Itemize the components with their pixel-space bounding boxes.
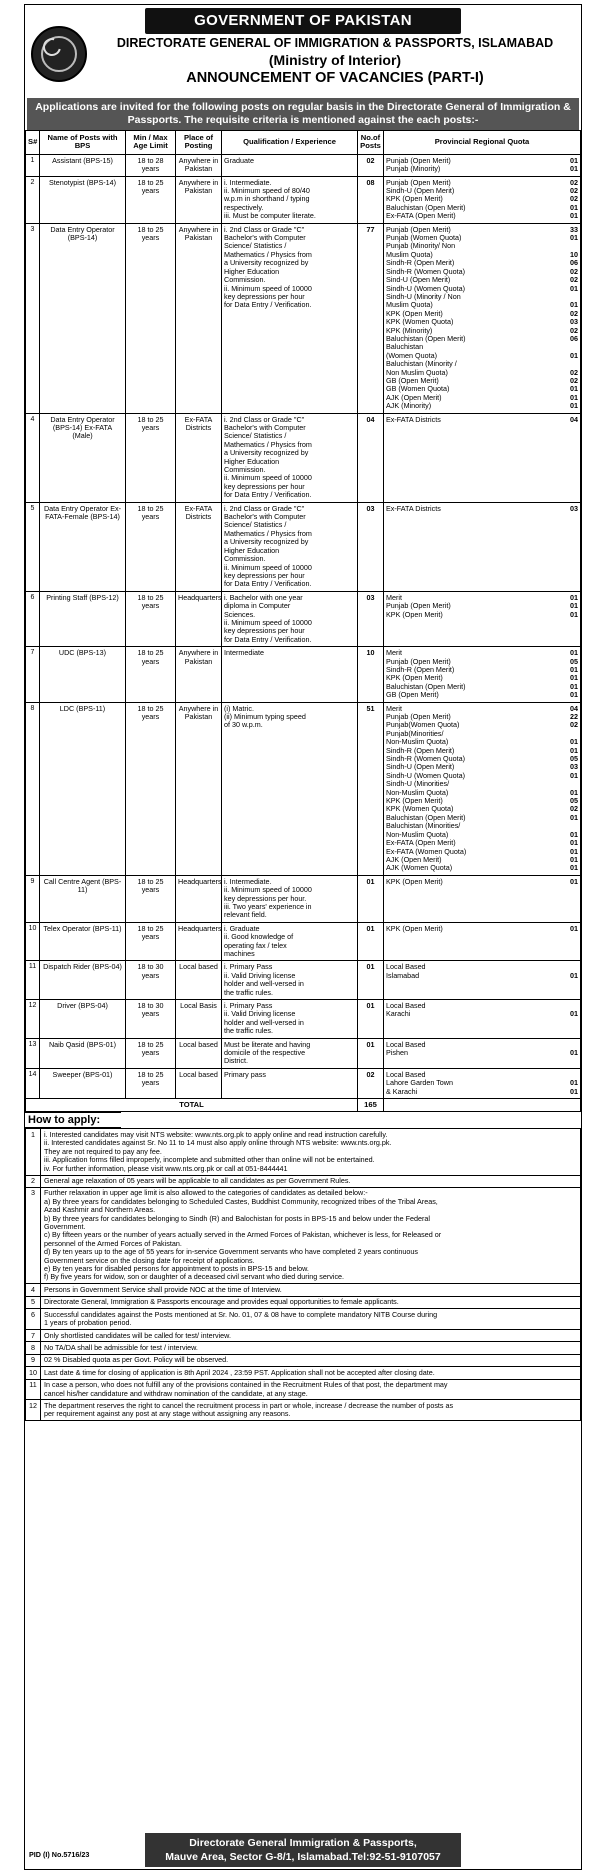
table-row — [26, 702, 581, 875]
row-place-of-posting: Anywhere in Pakistan — [176, 176, 222, 223]
row-post-name: Naib Qasid (BPS-01) — [40, 1038, 126, 1068]
row-qualification: Primary pass — [222, 1068, 358, 1098]
instruction-row — [26, 1354, 581, 1366]
quota-numbers: 03 — [570, 503, 578, 513]
row-post-name: Data Entry Operator (BPS-14) Ex-FATA (Male) — [40, 413, 126, 502]
row-age-limit: 18 to 25 years — [126, 1068, 176, 1098]
row-sno: 4 — [26, 413, 40, 502]
quota-numbers: 01 — [570, 1048, 578, 1058]
quota-labels: KPK (Open Merit) — [386, 876, 443, 886]
col-posts: No.of Posts — [358, 131, 384, 155]
row-age-limit: 18 to 25 years — [126, 413, 176, 502]
instruction-number: 9 — [26, 1354, 41, 1366]
row-number-of-posts: 08 — [358, 176, 384, 223]
instruction-text: No TA/DA shall be admissible for test / interview. — [41, 1342, 581, 1354]
col-age: Min / Max Age Limit — [126, 131, 176, 155]
row-place-of-posting: Headquarters — [176, 922, 222, 961]
row-qualification: (i) Matric. (ii) Minimum typing speed of 30 w.p.m. — [222, 702, 358, 875]
row-age-limit: 18 to 25 years — [126, 591, 176, 646]
directorate-title: DIRECTORATE GENERAL OF IMMIGRATION & PASSPORTS, ISLAMABAD — [116, 36, 554, 50]
row-place-of-posting: Headquarters — [176, 591, 222, 646]
instruction-number: 12 — [26, 1400, 41, 1421]
row-quota — [384, 1000, 581, 1039]
row-post-name: Telex Operator (BPS-11) — [40, 922, 126, 961]
row-age-limit: 18 to 30 years — [126, 961, 176, 1000]
table-row — [26, 154, 581, 176]
row-place-of-posting: Local Basis — [176, 1000, 222, 1039]
instruction-text: i. Interested candidates may visit NTS website: www.nts.org.pk to apply online and read instruction carefully. ii. Interested candidates against Sr. No 11 to 14 must also apply online through NTS website: www.nts.org.pk. They are not required to pay any fee. iii. Application forms filled improperly, incomplete and submitted other than online will not be entertained. iv. For further information, please visit www.nts.org.pk or call at 051-8444441 — [41, 1129, 581, 1175]
total-value: 165 — [358, 1099, 384, 1112]
instruction-text: Successful candidates against the Posts mentioned at Sr. No. 01, 07 & 08 have to complete mandatory NITB Course during 1 years of probation period. — [41, 1309, 581, 1330]
instruction-text: The department reserves the right to cancel the recruitment process in part or whole, increase / decrease the number of posts as per requirement against any post at any stage without assigning any reasons. — [41, 1400, 581, 1421]
pid-number: PID (I) No.5716/23 — [29, 1850, 90, 1859]
row-qualification: Must be literate and having domicile of the respective District. — [222, 1038, 358, 1068]
instruction-row — [26, 1342, 581, 1354]
row-number-of-posts: 10 — [358, 647, 384, 702]
quota-labels: Local Based Karachi — [386, 1001, 426, 1019]
row-age-limit: 18 to 25 years — [126, 875, 176, 922]
row-quota — [384, 154, 581, 176]
row-quota — [384, 176, 581, 223]
quota-labels: Local Based Islamabad — [386, 962, 426, 980]
row-post-name: Driver (BPS-04) — [40, 1000, 126, 1039]
quota-numbers: 01 — [570, 923, 578, 933]
row-qualification: i. Graduate ii. Good knowledge of operating fax / telex machines — [222, 922, 358, 961]
row-quota — [384, 922, 581, 961]
instruction-text: Only shortlisted candidates will be called for test/ interview. — [41, 1330, 581, 1342]
row-post-name: Sweeper (BPS-01) — [40, 1068, 126, 1098]
row-qualification: i. 2nd Class or Grade "C" Bachelor's with Computer Science/ Statistics / Mathematics / Physics from a University recognized by Higher Education Commission. ii. Minimum speed of 10000 key depressions per hour for Data Entry / Verification. — [222, 413, 358, 502]
row-number-of-posts: 02 — [358, 154, 384, 176]
row-sno: 7 — [26, 647, 40, 702]
row-sno: 13 — [26, 1038, 40, 1068]
row-post-name: Stenotypist (BPS-14) — [40, 176, 126, 223]
row-sno: 1 — [26, 154, 40, 176]
row-number-of-posts: 03 — [358, 502, 384, 591]
quota-numbers: 01 01 01 — [570, 592, 578, 619]
row-place-of-posting: Local based — [176, 1038, 222, 1068]
how-to-apply-table — [25, 1128, 581, 1421]
quota-labels: KPK (Open Merit) — [386, 923, 443, 933]
row-quota — [384, 1068, 581, 1098]
quota-labels: Punjab (Open Merit) Punjab (Minority) — [386, 155, 451, 174]
instruction-row — [26, 1330, 581, 1342]
col-sno: S# — [26, 131, 40, 155]
instruction-text: Last date & time for closing of application is 8th April 2024 , 23:59 PST. Application shall not be accepted after closing date. — [41, 1367, 581, 1379]
row-sno: 12 — [26, 1000, 40, 1039]
row-place-of-posting: Ex-FATA Districts — [176, 413, 222, 502]
instruction-row — [26, 1175, 581, 1187]
instruction-row — [26, 1284, 581, 1296]
row-quota — [384, 502, 581, 591]
row-sno: 14 — [26, 1068, 40, 1098]
government-banner: GOVERNMENT OF PAKISTAN — [145, 8, 461, 34]
announcement-title: ANNOUNCEMENT OF VACANCIES (PART-I) — [186, 70, 484, 86]
row-quota — [384, 223, 581, 413]
instruction-text: Persons in Government Service shall provide NOC at the time of Interview. — [41, 1284, 581, 1296]
row-post-name: Call Centre Agent (BPS-11) — [40, 875, 126, 922]
row-sno: 11 — [26, 961, 40, 1000]
quota-numbers: 04 22 02 01 01 05 03 01 01 05 02 01 01 01 01 01 01 — [570, 703, 578, 873]
table-row — [26, 1000, 581, 1039]
row-sno: 9 — [26, 875, 40, 922]
row-quota — [384, 413, 581, 502]
instruction-number: 5 — [26, 1296, 41, 1308]
table-header-row — [26, 131, 581, 155]
row-number-of-posts: 77 — [358, 223, 384, 413]
quota-labels: Merit Punjab (Open Merit) Punjab(Women Quota) Punjab(Minorities/ Non-Muslim Quota) Sindh-R (Open Merit) Sindh-R (Women Quota) Sindh-U (Open Merit) Sindh-U (Women Quota) Sindh-U (Minorities/ Non-Muslim Quota) KPK (Open Merit) KPK (Women Quota) Baluchistan (Open Merit) Baluchistan (Minorities/ Non-Muslim Quota) Ex-FATA (Open Merit) Ex-FATA (Women Quota) AJK (Open Merit) AJK (Women Quota) — [386, 703, 467, 873]
row-sno: 3 — [26, 223, 40, 413]
table-row — [26, 502, 581, 591]
advertisement-sheet — [24, 4, 582, 1870]
total-row — [26, 1099, 581, 1112]
row-quota — [384, 647, 581, 702]
row-age-limit: 18 to 25 years — [126, 702, 176, 875]
row-qualification: Graduate — [222, 154, 358, 176]
instruction-number: 6 — [26, 1309, 41, 1330]
address-line1: Directorate General Immigration & Passports, — [189, 1837, 417, 1849]
quota-labels: Merit Punjab (Open Merit) Sindh-R (Open Merit) KPK (Open Merit) Baluchistan (Open Merit) GB (Open Merit) — [386, 648, 466, 700]
row-qualification: Intermediate — [222, 647, 358, 702]
instruction-text: General age relaxation of 05 years will be applicable to all candidates as per Government Rules. — [41, 1175, 581, 1187]
instruction-text: In case a person, who does not fulfill any of the provisions contained in the Recruitment Rules of that post, the department may cancel his/her candidature and withdraw nomination of the candidate, at any stage. — [41, 1379, 581, 1400]
instruction-number: 10 — [26, 1367, 41, 1379]
vacancies-table — [25, 130, 581, 1112]
quota-labels: Local Based Lahore Garden Town & Karachi — [386, 1069, 453, 1096]
instruction-text: Directorate General, Immigration & Passports encourage and provides equal opportunities to female applicants. — [41, 1296, 581, 1308]
row-qualification: i. 2nd Class or Grade "C" Bachelor's with Computer Science/ Statistics / Mathematics / Physics from a University recognized by Higher Education Commission. ii. Minimum speed of 10000 key depressions per hour for Data Entry / Verification. — [222, 223, 358, 413]
instruction-row — [26, 1296, 581, 1308]
row-age-limit: 18 to 25 years — [126, 223, 176, 413]
row-qualification: i. Primary Pass ii. Valid Driving license holder and well-versed in the traffic rules. — [222, 1000, 358, 1039]
quota-labels: Ex-FATA Districts — [386, 503, 441, 513]
row-sno: 5 — [26, 502, 40, 591]
row-number-of-posts: 51 — [358, 702, 384, 875]
instruction-text: Further relaxation in upper age limit is also allowed to the categories of candidates as detailed below:- a) By three years for candidates belonging to Scheduled Castes, Buddhist Community, recognized tribes of the Tribal Areas, Azad Kashmir and Northern Areas. b) By three years for candidates belonging to Sindh (R) and Balochistan for posts in BPS-15 and below under the Federal Government. c) By fifteen years or the number of years actually served in the Armed Forces of Pakistan, whichever is less, for Released or personnel of the Armed Forces of Pakistan. d) By ten years up to the age of 55 years for in-service Government servants who have completed 2 years continuous Government service on the closing date for receipt of applications. e) By ten years for disabled persons for appointment to posts in BPS-15 and below. f) By five years for widow, son or daughter of a deceased civil servant who died during service. — [41, 1187, 581, 1283]
col-qualification: Qualification / Experience — [222, 131, 358, 155]
row-age-limit: 18 to 25 years — [126, 176, 176, 223]
quota-labels: Punjab (Open Merit) Punjab (Women Quota) Punjab (Minority/ Non Muslim Quota) Sindh-R (Open Merit) Sindh-R (Women Quota) Sind-U (Open Merit) Sindh-U (Women Quota) Sindh-U (Minority / Non Muslim Quota) KPK (Open Merit) KPK (Women Quota) KPK (Minority) Baluchistan (Open Merit) Baluchistan (Women Quota) Baluchistan (Minority / Non Muslim Quota) GB (Open Merit) GB (Women Quota) AJK (Open Merit) AJK (Minority) — [386, 224, 466, 411]
quota-numbers: 02 02 02 01 01 — [570, 177, 578, 221]
instruction-row — [26, 1367, 581, 1379]
table-row — [26, 1038, 581, 1068]
intro-text: Applications are invited for the following posts on regular basis in the Directorate General of Immigration & Passports. The requisite criteria is mentioned against the each posts:- — [27, 98, 579, 130]
row-place-of-posting: Local based — [176, 1068, 222, 1098]
table-row — [26, 922, 581, 961]
row-sno: 8 — [26, 702, 40, 875]
footer — [25, 1829, 581, 1869]
instruction-number: 1 — [26, 1129, 41, 1175]
quota-numbers: 33 01 10 06 02 02 01 01 02 03 02 06 01 02 02 01 01 01 — [570, 224, 578, 411]
row-age-limit: 18 to 25 years — [126, 647, 176, 702]
address-line2: Mauve Area, Sector G-8/1, Islamabad.Tel:92-51-9107057 — [165, 1851, 441, 1863]
quota-numbers: 01 01 — [570, 1078, 578, 1096]
quota-numbers: 04 — [570, 414, 578, 424]
header — [25, 34, 581, 98]
instruction-row — [26, 1187, 581, 1283]
row-quota — [384, 591, 581, 646]
row-place-of-posting: Ex-FATA Districts — [176, 502, 222, 591]
row-post-name: LDC (BPS-11) — [40, 702, 126, 875]
emblem-logo-icon — [31, 26, 87, 82]
row-quota — [384, 1038, 581, 1068]
row-post-name: Dispatch Rider (BPS-04) — [40, 961, 126, 1000]
quota-numbers: 01 — [570, 1009, 578, 1019]
instruction-number: 2 — [26, 1175, 41, 1187]
instruction-row — [26, 1400, 581, 1421]
row-quota — [384, 702, 581, 875]
instruction-row — [26, 1129, 581, 1175]
row-place-of-posting: Anywhere in Pakistan — [176, 702, 222, 875]
table-row — [26, 223, 581, 413]
quota-labels: Ex-FATA Districts — [386, 414, 441, 424]
row-age-limit: 18 to 25 years — [126, 922, 176, 961]
row-qualification: i. Intermediate. ii. Minimum speed of 80/40 w.p.m in shorthand / typing respectively. iii. Must be computer literate. — [222, 176, 358, 223]
instruction-row — [26, 1309, 581, 1330]
row-age-limit: 18 to 25 years — [126, 502, 176, 591]
instruction-number: 3 — [26, 1187, 41, 1283]
table-row — [26, 961, 581, 1000]
row-post-name: Assistant (BPS-15) — [40, 154, 126, 176]
instruction-number: 7 — [26, 1330, 41, 1342]
row-sno: 2 — [26, 176, 40, 223]
row-place-of-posting: Anywhere in Pakistan — [176, 647, 222, 702]
quota-numbers: 01 05 01 01 01 01 — [570, 648, 578, 700]
table-row — [26, 1068, 581, 1098]
row-post-name: UDC (BPS-13) — [40, 647, 126, 702]
table-row — [26, 591, 581, 646]
ministry-subtitle: (Ministry of Interior) — [268, 52, 402, 68]
row-quota — [384, 961, 581, 1000]
row-age-limit: 18 to 30 years — [126, 1000, 176, 1039]
row-place-of-posting: Anywhere in Pakistan — [176, 223, 222, 413]
quota-labels: Punjab (Open Merit) Sindh-U (Open Merit) KPK (Open Merit) Baluchistan (Open Merit) Ex-FATA (Open Merit) — [386, 177, 466, 221]
row-number-of-posts: 04 — [358, 413, 384, 502]
address-box — [145, 1833, 461, 1867]
row-number-of-posts: 01 — [358, 961, 384, 1000]
row-number-of-posts: 02 — [358, 1068, 384, 1098]
quota-numbers: 01 — [570, 876, 578, 886]
row-place-of-posting: Anywhere in Pakistan — [176, 154, 222, 176]
row-quota — [384, 875, 581, 922]
row-qualification: i. Primary Pass ii. Valid Driving license holder and well-versed in the traffic rules. — [222, 961, 358, 1000]
table-row — [26, 413, 581, 502]
instruction-row — [26, 1379, 581, 1400]
row-place-of-posting: Headquarters — [176, 875, 222, 922]
row-qualification: i. 2nd Class or Grade "C" Bachelor's with Computer Science/ Statistics / Mathematics / Physics from a University recognized by Higher Education Commission. ii. Minimum speed of 10000 key depressions per hour for Data Entry / Verification. — [222, 502, 358, 591]
row-post-name: Data Entry Operator (BPS-14) — [40, 223, 126, 413]
how-to-apply-title: How to apply: — [25, 1112, 121, 1128]
row-number-of-posts: 03 — [358, 591, 384, 646]
row-sno: 10 — [26, 922, 40, 961]
row-number-of-posts: 01 — [358, 875, 384, 922]
col-quota: Provincial Regional Quota — [384, 131, 581, 155]
instruction-number: 8 — [26, 1342, 41, 1354]
table-row — [26, 875, 581, 922]
instruction-number: 11 — [26, 1379, 41, 1400]
row-post-name: Printing Staff (BPS-12) — [40, 591, 126, 646]
quota-numbers: 01 — [570, 970, 578, 980]
table-row — [26, 176, 581, 223]
row-post-name: Data Entry Operator Ex-FATA-Female (BPS-14) — [40, 502, 126, 591]
quota-labels: Local Based Pishen — [386, 1039, 426, 1058]
row-place-of-posting: Local based — [176, 961, 222, 1000]
row-age-limit: 18 to 28 years — [126, 154, 176, 176]
instruction-number: 4 — [26, 1284, 41, 1296]
quota-labels: Merit Punjab (Open Merit) KPK (Open Merit) — [386, 592, 451, 619]
row-age-limit: 18 to 25 years — [126, 1038, 176, 1068]
table-row — [26, 647, 581, 702]
col-place: Place of Posting — [176, 131, 222, 155]
instruction-text: 02 % Disabled quota as per Govt. Policy will be observed. — [41, 1354, 581, 1366]
row-qualification: i. Intermediate. ii. Minimum speed of 10000 key depressions per hour. iii. Two years' experience in relevant field. — [222, 875, 358, 922]
row-qualification: i. Bachelor with one year diploma in Computer Sciences. ii. Minimum speed of 10000 key depressions per hour for Data Entry / Verification. — [222, 591, 358, 646]
total-label: TOTAL — [26, 1099, 358, 1112]
col-name: Name of Posts with BPS — [40, 131, 126, 155]
row-number-of-posts: 01 — [358, 1000, 384, 1039]
quota-numbers: 01 01 — [570, 155, 578, 174]
row-number-of-posts: 01 — [358, 1038, 384, 1068]
row-number-of-posts: 01 — [358, 922, 384, 961]
row-sno: 6 — [26, 591, 40, 646]
